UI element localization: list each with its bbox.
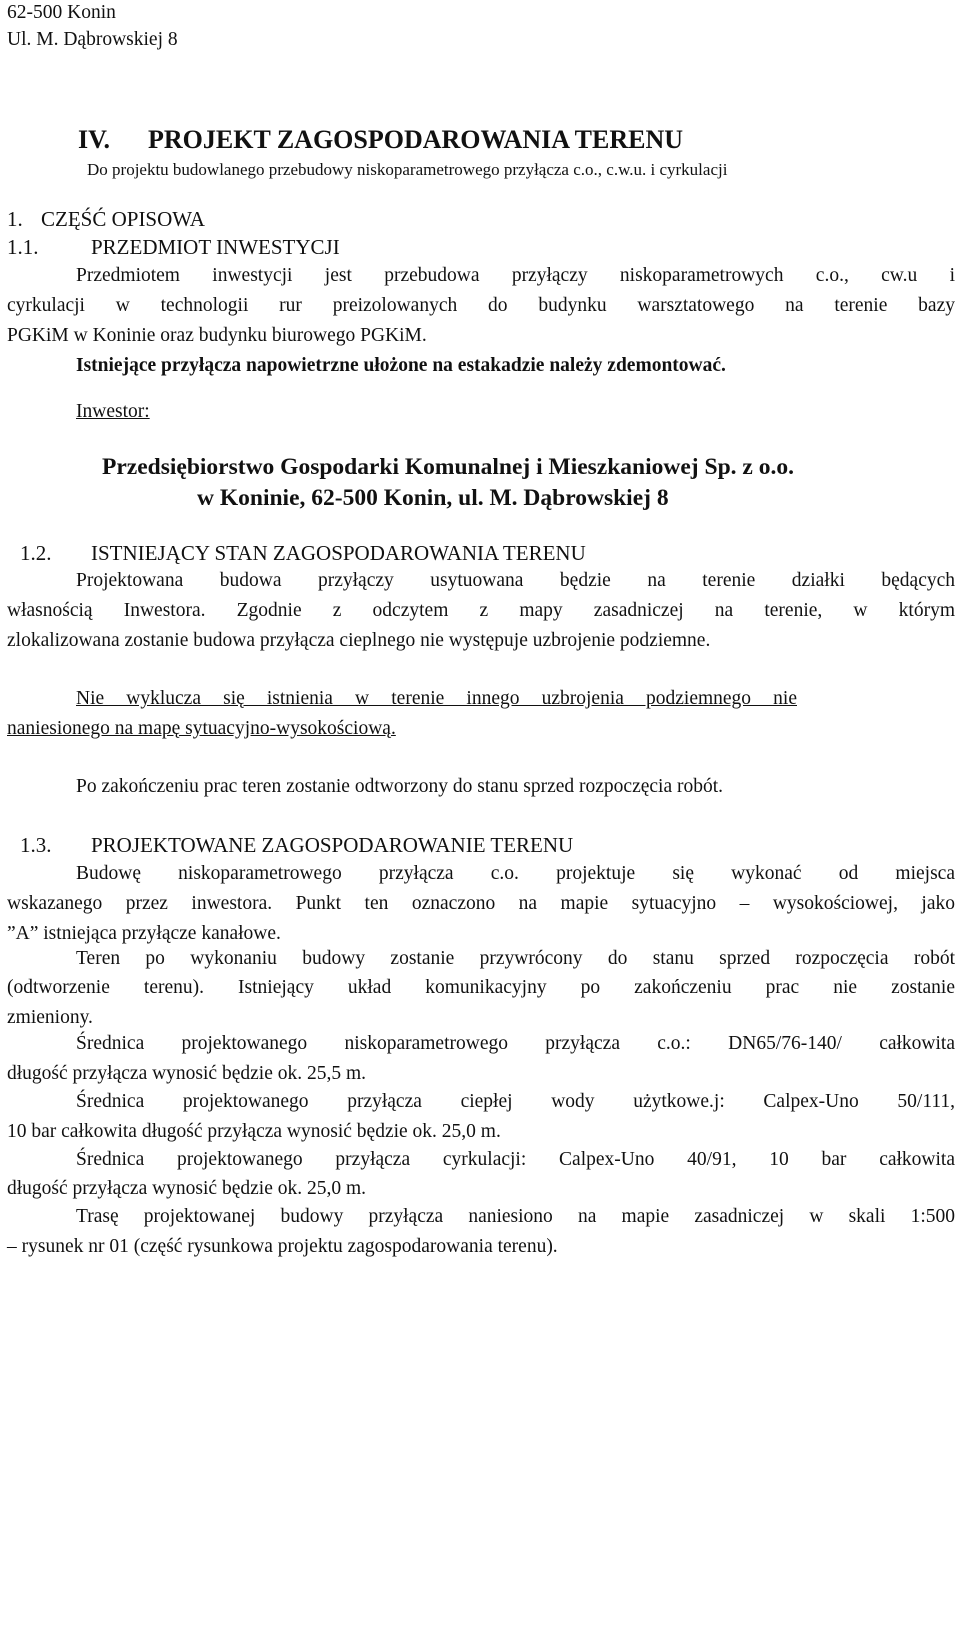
paragraph-line: PGKiM w Koninie oraz budynku biurowego PGKiM.	[7, 325, 427, 346]
title-number: IV.	[78, 125, 111, 154]
header-postal: 62-500 Konin	[7, 2, 116, 23]
paragraph-line: własnością Inwestora. Zgodnie z odczytem z mapy zasadniczej na terenie, w którym	[7, 600, 955, 621]
paragraph-line: cyrkulacji w technologii rur preizolowanych do budynku warsztatowego na terenie bazy	[7, 295, 955, 316]
section-1-title: CZĘŚĆ OPISOWA	[41, 207, 205, 231]
paragraph-line: Średnica projektowanego niskoparametrowego przyłącza c.o.: DN65/76-140/ całkowita	[76, 1033, 955, 1054]
section-1-3-number: 1.3.	[20, 833, 52, 857]
paragraph-line: Średnica projektowanego przyłącza ciepłej wody użytkowe.j: Calpex-Uno 50/111,	[76, 1091, 955, 1112]
section-1-1-title: PRZEDMIOT INWESTYCJI	[91, 235, 340, 259]
paragraph-line: Trasę projektowanej budowy przyłącza naniesiono na mapie zasadniczej w skali 1:500	[76, 1206, 955, 1227]
header-street: Ul. M. Dąbrowskiej 8	[7, 29, 178, 50]
document-subtitle: Do projektu budowlanego przebudowy niskoparametrowego przyłącza c.o., c.w.u. i cyrkulacji	[87, 160, 728, 179]
section-1-2-title: ISTNIEJĄCY STAN ZAGOSPODAROWANIA TERENU	[91, 541, 586, 565]
paragraph-line: Teren po wykonaniu budowy zostanie przywrócony do stanu sprzed rozpoczęcia robót	[76, 948, 955, 969]
paragraph-line: 10 bar całkowita długość przyłącza wynosić będzie ok. 25,0 m.	[7, 1121, 501, 1142]
paragraph-line: ”A” istniejąca przyłącze kanałowe.	[7, 923, 281, 944]
section-1-1-number: 1.1.	[7, 235, 39, 259]
section-1-3-title: PROJEKTOWANE ZAGOSPODAROWANIE TERENU	[91, 833, 574, 857]
paragraph-line: zmieniony.	[7, 1007, 93, 1028]
paragraph-line: Przedmiotem inwestycji jest przebudowa przyłączy niskoparametrowych c.o., cw.u i	[76, 265, 955, 286]
section-1-heading	[7, 204, 205, 234]
paragraph-line: (odtworzenie terenu). Istniejący układ komunikacyjny po zakończeniu prac nie zostanie	[7, 977, 955, 998]
investor-name: Przedsiębiorstwo Gospodarki Komunalnej i Mieszkaniowej Sp. z o.o.	[102, 454, 794, 480]
paragraph-line: długość przyłącza wynosić będzie ok. 25,0 m.	[7, 1178, 367, 1199]
section-1-2-heading	[20, 538, 586, 568]
investor-label: Inwestor:	[76, 401, 150, 422]
paragraph-line: długość przyłącza wynosić będzie ok. 25,5 m.	[7, 1063, 367, 1084]
paragraph-line: Po zakończeniu prac teren zostanie odtworzony do stanu sprzed rozpoczęcia robót.	[76, 776, 724, 797]
paragraph-line: Średnica projektowanego przyłącza cyrkulacji: Calpex-Uno 40/91, 10 bar całkowita	[76, 1149, 955, 1170]
paragraph-line: Budowę niskoparametrowego przyłącza c.o. projektuje się wykonać od miejsca	[76, 863, 955, 884]
section-1-2-number: 1.2.	[20, 541, 52, 565]
underlined-note-line: Nie wyklucza się istnienia w terenie innego uzbrojenia podziemnego nie	[76, 688, 797, 709]
investor-address: w Koninie, 62-500 Konin, ul. M. Dąbrowskiej 8	[197, 485, 669, 511]
paragraph-line: wskazanego przez inwestora. Punkt ten oznaczono na mapie sytuacyjno – wysokościowej, jako	[7, 893, 955, 914]
underlined-note-line: naniesionego na mapę sytuacyjno-wysokościową.	[7, 718, 396, 739]
paragraph-line: Projektowana budowa przyłączy usytuowana będzie na terenie działki będących	[76, 570, 955, 591]
document-title	[78, 125, 683, 155]
section-1-1-heading	[7, 232, 340, 262]
bold-note: Istniejące przyłącza napowietrzne ułożone na estakadzie należy zdemontować.	[76, 355, 726, 376]
paragraph-line: zlokalizowana zostanie budowa przyłącza cieplnego nie występuje uzbrojenie podziemne.	[7, 630, 711, 651]
section-1-3-heading	[20, 830, 573, 860]
section-1-number: 1.	[7, 207, 23, 231]
paragraph-line: – rysunek nr 01 (część rysunkowa projektu zagospodarowania terenu).	[7, 1236, 558, 1257]
title-text: PROJEKT ZAGOSPODAROWANIA TERENU	[148, 125, 684, 154]
